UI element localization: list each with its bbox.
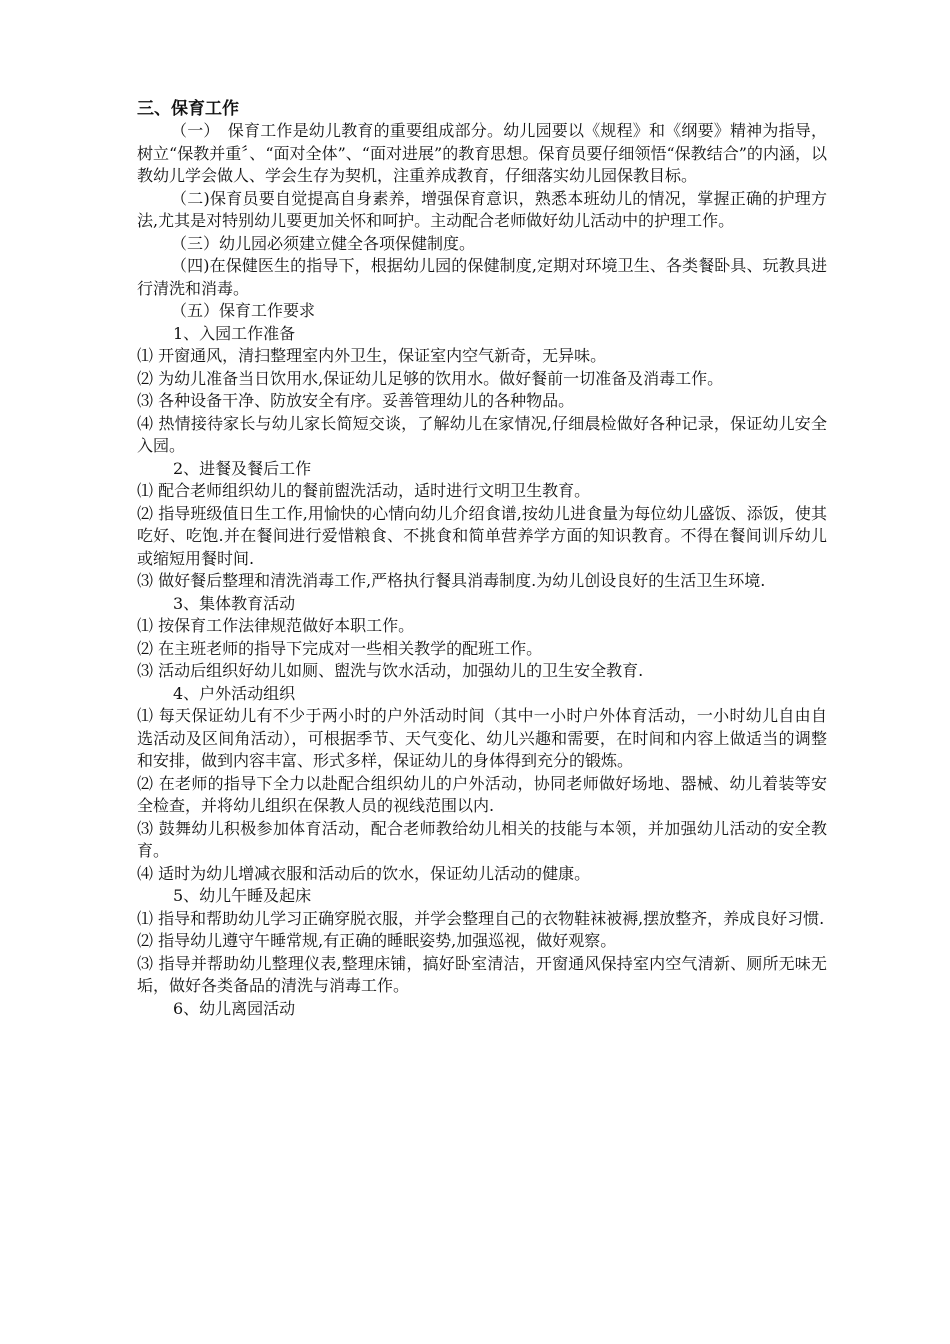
section-heading: 三、保育工作 xyxy=(137,99,239,119)
list-item: ⑴ 开窗通风，清扫整理室内外卫生，保证室内空气新奇，无异味。 xyxy=(137,346,607,365)
subsection-title-1: 1、入园工作准备 xyxy=(173,323,296,343)
list-item: ⑴ 指导和帮助幼儿学习正确穿脱衣服，并学会整理自己的衣物鞋袜被褥,摆放整齐，养成良好习惯. xyxy=(137,908,825,928)
list-item: ⑴ 每天保证幼儿有不少于两小时的户外活动时间（其中一小时户外体育活动，一小时幼儿自由自选活动及区间角活动），可根据季节、天气变化、幼儿兴趣和需要，在时间和内容上做适当的调整和安排，做到内容丰富、形式多样，保证幼儿的身体得到充分的锻炼。 xyxy=(137,706,827,770)
list-item: ⑵ 在主班老师的指导下完成对一些相关教学的配班工作。 xyxy=(137,638,543,658)
subsection-title-2: 2、进餐及餐后工作 xyxy=(173,458,312,478)
list-item: ⑶ 指导并帮助幼儿整理仪表,整理床铺，搞好卧室清洁，开窗通风保持室内空气清新、厕所无味无垢，做好各类备品的清洗与消毒工作。 xyxy=(137,953,827,995)
list-item: ⑴ 按保育工作法律规范做好本职工作。 xyxy=(137,616,415,635)
list-item: ⑵ 指导幼儿遵守午睡常规,有正确的睡眠姿势,加强巡视，做好观察。 xyxy=(137,931,617,950)
list-item: ⑵ 指导班级值日生工作,用愉快的心情向幼儿介绍食谱,按幼儿进食量为每位幼儿盛饭、添饭，使其吃好、吃饱.并在餐间进行爱惜粮食、不挑食和简单营养学方面的知识教育。不得在餐间训斥幼儿或缩短用餐时间. xyxy=(137,503,827,568)
list-item: ⑷ 热情接待家长与幼儿家长简短交谈，了解幼儿在家情况,仔细晨检做好各种记录，保证幼儿安全入园。 xyxy=(137,413,827,455)
paragraph-5: （五）保育工作要求 xyxy=(171,301,316,320)
subsection-title-6: 6、幼儿离园活动 xyxy=(173,998,296,1018)
document-page xyxy=(137,98,827,1020)
paragraph-1: （一） 保育工作是幼儿教育的重要组成部分。幼儿园要以《规程》和《纲要》精神为指导，树立“保教并重〞、“面对全体”、“面对进展”的教育思想。保育员要仔细领悟“保教结合”的内涵，以教幼儿学会做人、学会生存为契机，注重养成教育，仔细落实幼儿园保教目标。 xyxy=(137,121,827,185)
list-item: ⑶ 鼓舞幼儿积极参加体育活动，配合老师教给幼儿相关的技能与本领，并加强幼儿活动的安全教育。 xyxy=(137,818,827,860)
list-item: ⑶ 活动后组织好幼儿如厕、盥洗与饮水活动，加强幼儿的卫生安全教育. xyxy=(137,661,644,680)
list-item: ⑶ 做好餐后整理和清洗消毒工作,严格执行餐具消毒制度.为幼儿创设良好的生活卫生环境. xyxy=(137,571,766,590)
paragraph-2: （二)保育员要自觉提高自身素养，增强保育意识，熟悉本班幼儿的情况，掌握正确的护理方法,尤其是对特别幼儿要更加关怀和呵护。主动配合老师做好幼儿活动中的护理工作。 xyxy=(137,188,827,230)
list-item: ⑶ 各种设备干净、防放安全有序。妥善管理幼儿的各种物品。 xyxy=(137,391,575,410)
list-item: ⑵ 为幼儿准备当日饮用水,保证幼儿足够的饮用水。做好餐前一切准备及消毒工作。 xyxy=(137,368,724,388)
subsection-title-4: 4、户外活动组织 xyxy=(173,683,296,703)
subsection-title-3: 3、集体教育活动 xyxy=(173,593,296,613)
paragraph-4: （四)在保健医生的指导下，根据幼儿园的保健制度,定期对环境卫生、各类餐卧具、玩教具进行清洗和消毒。 xyxy=(137,256,827,298)
list-item: ⑵ 在老师的指导下全力以赴配合组织幼儿的户外活动，协同老师做好场地、器械、幼儿着装等安全检查，并将幼儿组织在保教人员的视线范围以内. xyxy=(137,773,827,815)
list-item: ⑴ 配合老师组织幼儿的餐前盥洗活动，适时进行文明卫生教育。 xyxy=(137,481,591,500)
list-item: ⑷ 适时为幼儿增减衣服和活动后的饮水，保证幼儿活动的健康。 xyxy=(137,863,591,883)
paragraph-3: （三）幼儿园必须建立健全各项保健制度。 xyxy=(171,233,476,253)
subsection-title-5: 5、幼儿午睡及起床 xyxy=(173,886,312,905)
